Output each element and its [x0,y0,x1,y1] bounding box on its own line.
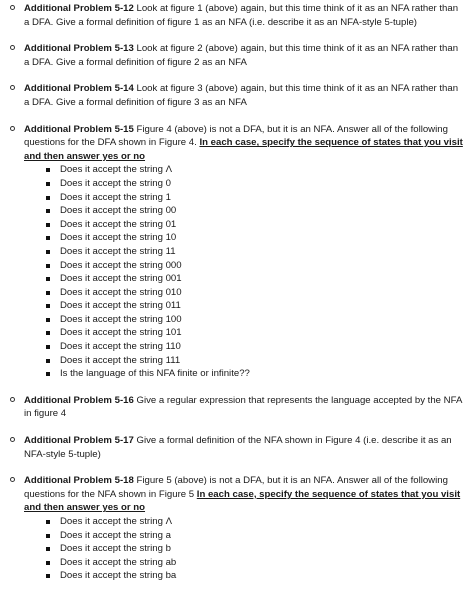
problem-5-16 [8,394,463,421]
square-bullet-icon [46,223,50,227]
hollow-bullet-icon [10,126,15,131]
square-bullet-icon [46,236,50,240]
list-item: Does it accept the string 111 [46,354,463,368]
problem-text: Figure 5 (above) is not a DFA, but it is an NFA. Answer all of the following questions for the NFA shown in Figure 5 [24,475,448,500]
problem-title: Additional Problem 5-18 [24,475,134,487]
list-item: Does it accept the string 000 [46,259,463,273]
problem-title: Additional Problem 5-16 [24,394,134,406]
problem-emphasis: In each case, specify the sequence of states that you visit and then answer yes or no [24,488,461,514]
list-item: Does it accept the string 11 [46,245,463,259]
list-item: Does it accept the string ab [46,556,463,570]
list-item: Does it accept the string b [46,542,463,556]
square-bullet-icon [46,182,50,186]
square-bullet-icon [46,209,50,213]
square-bullet-icon [46,520,50,524]
list-item: Does it accept the string Λ [46,163,463,177]
square-bullet-icon [46,547,50,551]
square-bullet-icon [46,331,50,335]
list-item: Does it accept the string 01 [46,218,463,232]
problem-title: Additional Problem 5-14 [24,83,134,95]
problem-text: Look at figure 2 (above) again, but this time think of it as an NFA rather than a DFA. Give a formal definition of figure 2 as an NFA [24,43,459,68]
list-item: Does it accept the string 010 [46,286,463,300]
square-bullet-icon [46,304,50,308]
problem-5-13 [8,42,463,69]
square-bullet-icon [46,574,50,578]
square-bullet-icon [46,372,50,376]
list-item: Does it accept the string 0 [46,177,463,191]
square-bullet-icon [46,561,50,565]
problem-text: Give a regular expression that represents the language accepted by the NFA in figure 4 [24,394,462,420]
list-item: Does it accept the string ba [46,569,463,583]
hollow-bullet-icon [10,85,15,90]
problem-5-12 [8,2,463,29]
problem-text: Look at figure 1 (above) again, but this time think of it as an NFA rather than a DFA. Give a formal definition of figure 1 as an NFA (i.e. describe it as an NFA-style 5-tuple) [24,3,459,28]
square-bullet-icon [46,264,50,268]
problem-title: Additional Problem 5-17 [24,435,134,447]
square-bullet-icon [46,291,50,295]
hollow-bullet-icon [10,5,15,10]
problem-title: Additional Problem 5-13 [24,43,134,55]
square-bullet-icon [46,168,50,172]
list-item: Does it accept the string 100 [46,313,463,327]
problem-5-18 [8,474,463,583]
list-item: Does it accept the string 110 [46,340,463,354]
list-item: Does it accept the string 1 [46,191,463,205]
list-item: Does it accept the string Λ [46,515,463,529]
list-item: Does it accept the string 001 [46,272,463,286]
problem-title: Additional Problem 5-12 [24,3,134,14]
square-bullet-icon [46,277,50,281]
problem-5-15 [8,123,463,381]
square-bullet-icon [46,318,50,322]
hollow-bullet-icon [10,477,15,482]
hollow-bullet-icon [10,45,15,50]
square-bullet-icon [46,345,50,349]
problem-emphasis: In each case, specify the sequence of states that you visit and then answer yes or no [24,137,463,162]
square-bullet-icon [46,196,50,200]
square-bullet-icon [46,250,50,254]
problem-5-14 [8,82,463,109]
problem-5-17 [8,434,463,461]
list-item: Is the language of this NFA finite or infinite?? [46,367,463,381]
square-bullet-icon [46,534,50,538]
problem-text: Figure 4 (above) is not a DFA, but it is an NFA. Answer all of the following questions for the DFA shown in Figure 4. [24,123,448,149]
question-list [24,515,463,583]
problem-text: Give a formal definition of the NFA shown in Figure 4 (i.e. describe it as an NFA-style 5-tuple) [24,435,452,460]
list-item: Does it accept the string a [46,529,463,543]
hollow-bullet-icon [10,397,15,402]
list-item: Does it accept the string 10 [46,231,463,245]
list-item: Does it accept the string 00 [46,204,463,218]
problem-title: Additional Problem 5-15 [24,123,134,135]
list-item: Does it accept the string 101 [46,326,463,340]
list-item: Does it accept the string 011 [46,299,463,313]
question-list [24,163,463,381]
hollow-bullet-icon [10,437,15,442]
square-bullet-icon [46,359,50,363]
problem-text: Look at figure 3 (above) again, but this time think of it as an NFA rather than a DFA. Give a formal definition of figure 3 as an NFA [24,83,459,108]
